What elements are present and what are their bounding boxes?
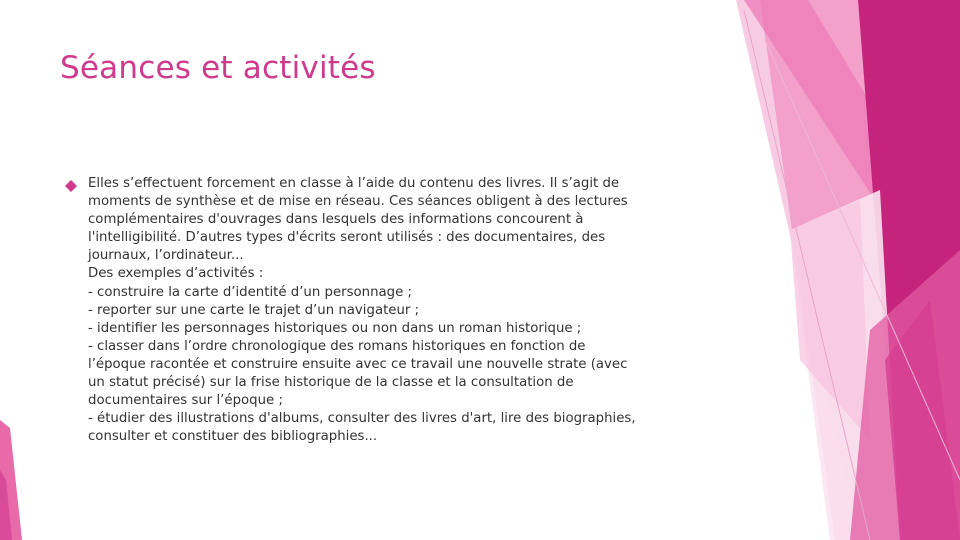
text-line: l'intelligibilité. D’autres types d'écrits seront utilisés : des documentaires, des <box>88 230 606 246</box>
text-line: documentaires sur l’époque ; <box>88 393 283 409</box>
text-line: Des exemples d’activités : <box>88 266 264 282</box>
text-line: - identifier les personnages historiques ou non dans un roman historique ; <box>88 320 582 336</box>
text-line: - reporter sur une carte le trajet d’un navigateur ; <box>88 302 420 318</box>
bullet-text <box>88 175 728 446</box>
text-line: journaux, l’ordinateur... <box>88 248 244 264</box>
slide-title: Séances et activités <box>60 50 376 86</box>
text-line: l’époque racontée et construire ensuite avec ce travail une nouvelle strate (avec <box>88 356 628 372</box>
text-line: consulter et constituer des bibliographies... <box>88 429 378 445</box>
diamond-icon <box>65 180 77 192</box>
text-line: - classer dans l’ordre chronologique des romans historiques en fonction de <box>88 338 586 354</box>
text-line: moments de synthèse et de mise en réseau. Ces séances obligent à des lectures <box>88 194 628 210</box>
text-line: Elles s’effectuent forcement en classe à l’aide du contenu des livres. Il s’agit de <box>88 176 620 191</box>
text-line: - construire la carte d’identité d’un personnage ; <box>88 284 412 300</box>
text-line: complémentaires d'ouvrages dans lesquels des informations concourent à <box>88 212 584 228</box>
text-line: - étudier des illustrations d'albums, consulter des livres d'art, lire des biographies, <box>88 411 636 427</box>
text-line: un statut précisé) sur la frise historique de la classe et la consultation de <box>88 375 574 391</box>
